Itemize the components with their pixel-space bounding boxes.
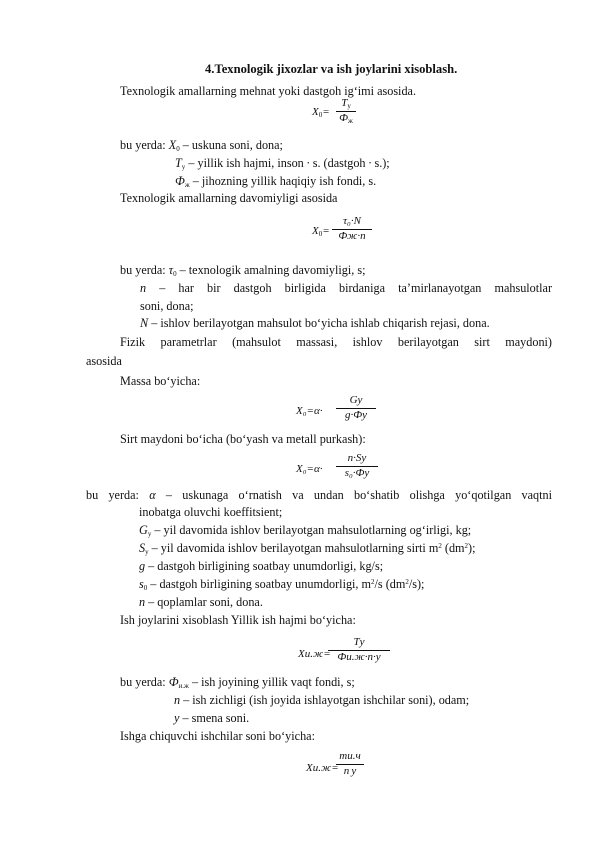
definition-n-coatings: n – qoplamlar soni, dona. [139, 595, 263, 609]
paragraph-workers: Ishga chiquvchi ishchilar soni bo‘yicha: [120, 729, 315, 743]
section-heading: 4.Texnologik jixozlar va ish joylarini xisoblash. [205, 62, 458, 76]
definition-N: N – ishlov berilayotgan mahsulot bo‘yicha ishlab chiqarish rejasi, dona. [140, 316, 490, 330]
formula-x0-labor-fraction: $T_у$ $Ф_ж$ [336, 97, 356, 126]
formula-x0-mass-fraction: Gу g·Фу [336, 394, 376, 423]
definition-n-line1: n – har bir dastgoh birligida birdaniga ta’mirlanayotgan mahsulotlar [140, 281, 553, 295]
definition-phi-workplace: bu yerda: $Ф_{и.ж}$ – ish joyining yillik vaqt fondi, s; [120, 675, 355, 690]
definition-S: $S_у$ – yil davomida ishlov berilayotgan mahsulotlarning sirti $m^2$ $(dm^2)$; [139, 541, 476, 556]
definition-alpha-line1: bu yerda: α – uskunaga o‘rnatish va undan bo‘shatib olishga yo‘qotilgan vaqtni [86, 488, 553, 502]
definition-n-density: n – ish zichligi (ish joyida ishlayotgan ishchilar soni), odam; [174, 693, 470, 707]
formula-x0-surface-fraction: n·Sу s₀·Фу [336, 452, 378, 481]
definition-g: g – dastgoh birligining soatbay unumdorligi, kg/s; [139, 559, 384, 573]
formula-workers: Xи.ж= [306, 762, 339, 774]
formula-x0-duration-fraction: τ₀·N Фж·n [332, 215, 372, 244]
formula-x0-labor: $X_0=$ [312, 106, 330, 119]
paragraph-by-surface: Sirt maydoni bo‘icha (bo‘yash va metall purkash): [120, 432, 366, 446]
paragraph-workplaces: Ish joylarini xisoblash Yillik ish hajmi bo‘yicha: [120, 613, 356, 627]
paragraph-physical-params-cont: asosida [86, 354, 122, 368]
definition-t: $T_у$ – yillik ish hajmi, inson · s. (dastgoh · s.); [175, 156, 390, 171]
formula-workplaces-fraction: Tу Фи.ж·n·y [328, 636, 390, 665]
definition-G: $G_у$ – yil davomida ishlov berilayotgan mahsulotlarning og‘irligi, kg; [139, 523, 472, 538]
definition-alpha-line2: inobatga oluvchi koeffitsient; [139, 505, 283, 519]
formula-x0-duration: $X_0=$ [312, 225, 330, 238]
definition-x0: bu yerda: $X_0$ – uskuna soni, dona; [120, 138, 283, 153]
formula-x0-mass: X₀=α· [296, 405, 323, 417]
definition-phi: $Ф_ж$ – jihozning yillik haqiqiy ish fondi, s. [175, 174, 377, 189]
definition-tau: bu yerda: $\tau_0$ – texnologik amalning davomiyligi, s; [120, 263, 366, 278]
paragraph-by-mass: Massa bo‘yicha: [120, 374, 201, 388]
definition-s0: $s_0$ – dastgoh birligining soatbay unumdorligi, $m^2/s$ $(dm^2/s)$; [139, 577, 425, 592]
formula-x0-surface: X₀=α· [296, 463, 323, 475]
formula-workers-fraction: mи.ч n y [336, 750, 364, 779]
definition-n-line2: soni, dona; [140, 299, 194, 313]
paragraph-duration: Texnologik amallarning davomiyligi asosida [120, 191, 338, 205]
paragraph-physical-params: Fizik parametrlar (mahsulot massasi, ishlov berilayotgan sirt maydoni) [120, 335, 552, 349]
formula-workplaces: Xи.ж= [298, 648, 331, 660]
definition-y-shifts: y – smena soni. [174, 711, 250, 725]
paragraph-labor-intensity: Texnologik amallarning mehnat yoki dastgoh ig‘imi asosida. [120, 84, 416, 98]
